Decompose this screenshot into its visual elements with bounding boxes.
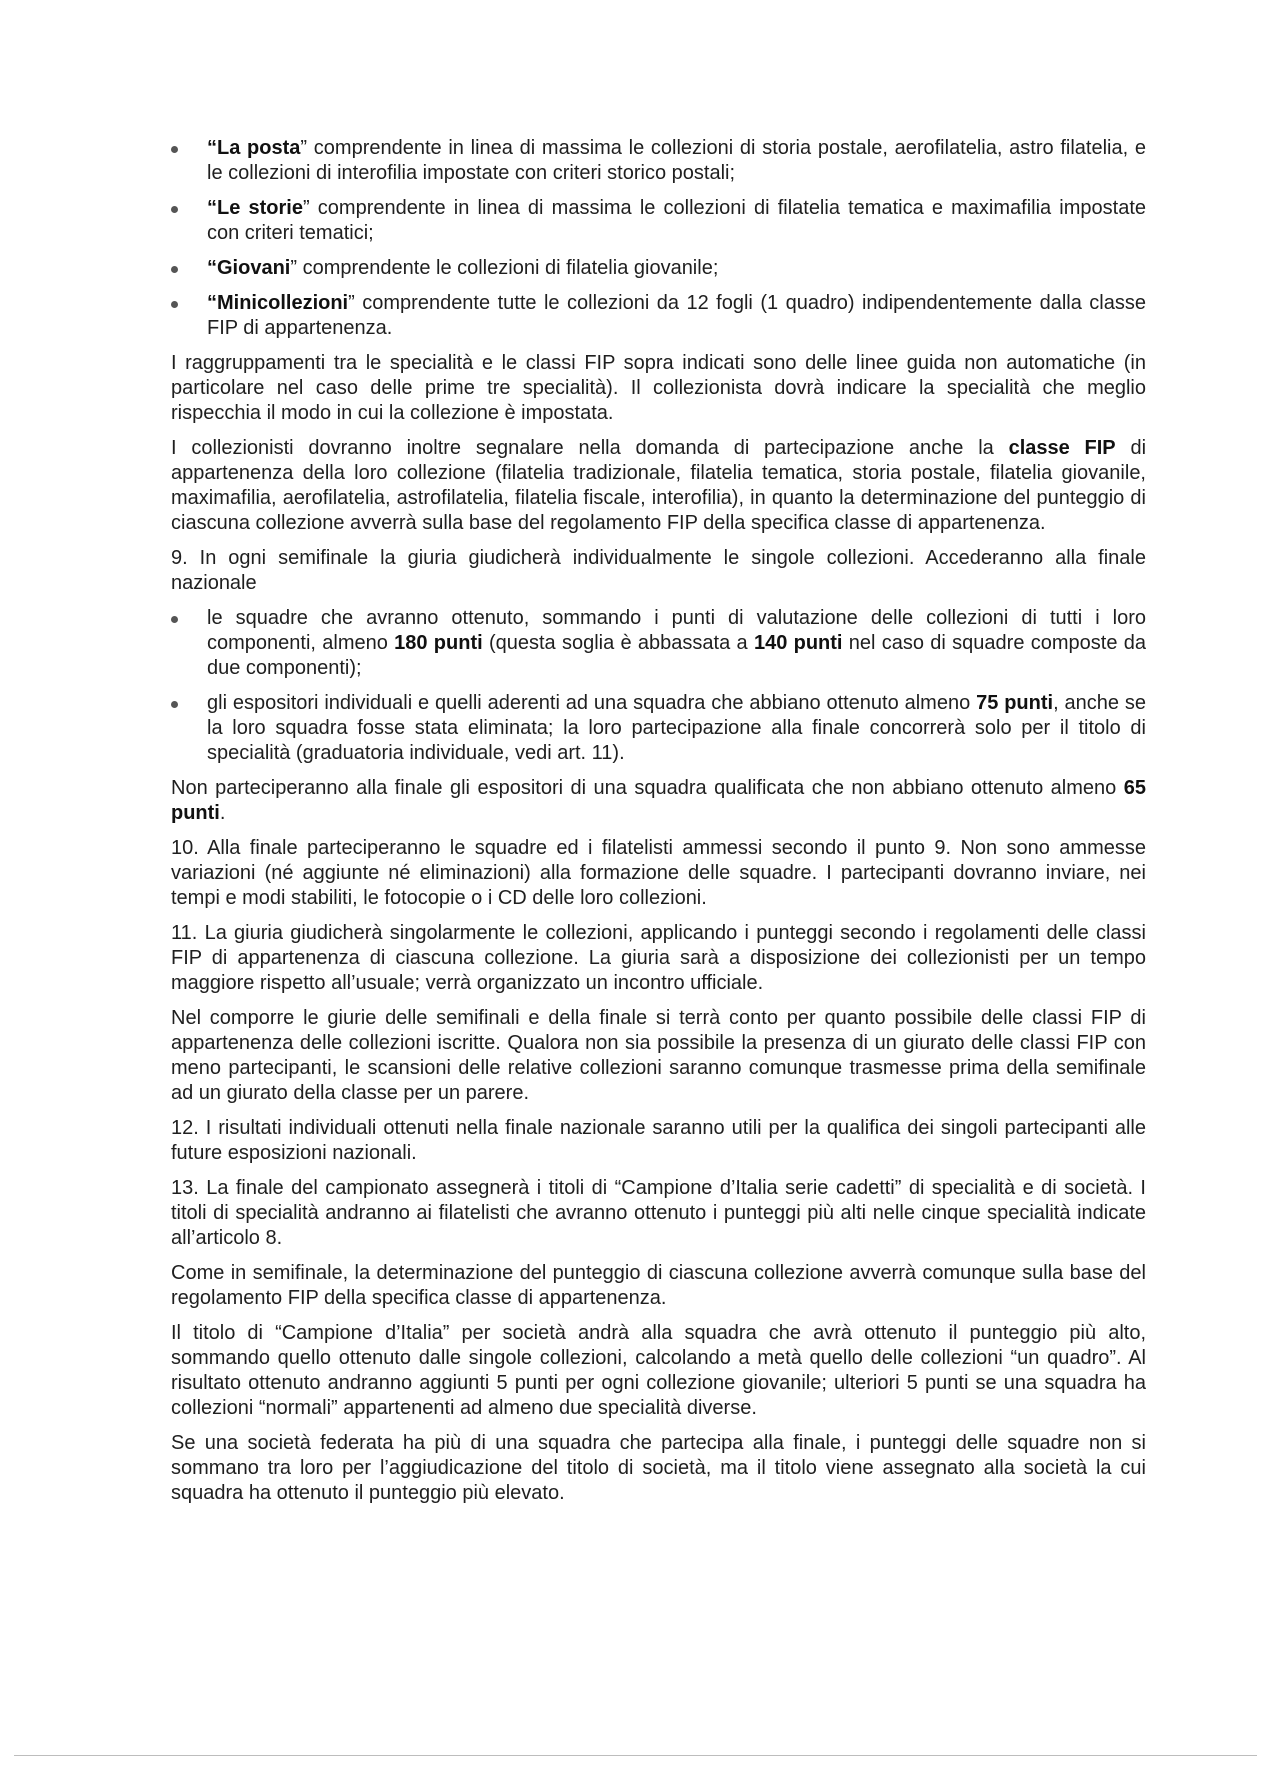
bullet-bold: 140 punti	[753, 632, 843, 654]
paragraph-text: Non parteciperanno alla finale gli espositori di una squadra qualificata che non abbiano ottenuto almeno	[171, 777, 1124, 799]
bullet-text: le squadre che avranno ottenuto, sommando i punti di valutazione delle collezioni di tutti i loro componenti, almeno	[207, 607, 1146, 654]
qualification-list	[171, 606, 1146, 766]
bullet-dot	[171, 301, 178, 308]
bullet-text: ” comprendente in linea di massima le collezioni di filatelia tematica e maximafilia impostate con criteri tematici;	[207, 197, 1147, 244]
bullet-dot	[171, 206, 178, 213]
paragraph-collezionisti	[171, 436, 1146, 536]
bullet-text: ” comprendente in linea di massima le collezioni di storia postale, aerofilatelia, astro filatelia, e le collezioni di interofilia impostate con criteri storico postali;	[207, 137, 1146, 184]
bullet-le-storie	[171, 196, 1146, 246]
bullet-bold: 180 punti	[394, 632, 483, 654]
paragraph-article-9: 9. In ogni semifinale la giuria giudicherà individualmente le singole collezioni. Accederanno alla finale nazionale	[171, 547, 1146, 594]
bullet-minicollezioni	[171, 291, 1146, 341]
paragraph-semifinale: Come in semifinale, la determinazione del punteggio di ciascuna collezione avverrà comunque sulla base del regolamento FIP della specifica classe di appartenenza.	[171, 1262, 1146, 1309]
paragraph-article-12: 12. I risultati individuali ottenuti nella finale nazionale saranno utili per la qualifica dei singoli partecipanti alle future esposizioni nazionali.	[171, 1117, 1146, 1164]
bullet-text: , anche se la loro squadra fosse stata eliminata; la loro partecipazione alla finale concorrerà solo per il titolo di specialità (graduatoria individuale, vedi art. 11).	[207, 692, 1146, 764]
paragraph-societa: Se una società federata ha più di una squadra che partecipa alla finale, i punteggi delle squadre non si sommano tra loro per l’aggiudicazione del titolo di società, ma il titolo viene assegnato alla società la cui squadra ha ottenuto il punteggio più elevato.	[171, 1432, 1146, 1504]
bullet-term: “Minicollezioni	[207, 292, 349, 314]
bullet-dot	[171, 701, 178, 708]
bullet-dot	[171, 146, 178, 153]
bullet-text: nel caso di squadre composte da due componenti);	[207, 632, 1146, 679]
bullet-text: gli espositori individuali e quelli aderenti ad una squadra che abbiano ottenuto almeno	[207, 692, 977, 714]
paragraph-text: I collezionisti dovranno inoltre segnalare nella domanda di partecipazione anche la	[171, 437, 1009, 459]
bullet-term: “Le storie	[207, 197, 303, 219]
specialty-list	[171, 136, 1146, 341]
bullet-text: (questa soglia è abbassata a	[482, 632, 754, 654]
bullet-text: ” comprendente tutte le collezioni da 12 fogli (1 quadro) indipendentemente dalla classe FIP di appartenenza.	[207, 292, 1146, 339]
paragraph-titolo: Il titolo di “Campione d’Italia” per società andrà alla squadra che avrà ottenuto il punteggio più alto, sommando quello ottenuto dalle singole collezioni, calcolando a metà quello delle collezioni “un quadro”. Al risultato ottenuto andranno aggiunti 5 punti per ogni collezione giovanile; ulteriori 5 punti se una squadra ha collezioni “normali” appartenenti ad almeno due specialità diverse.	[171, 1322, 1146, 1419]
paragraph-article-10: 10. Alla finale parteciperanno le squadre ed i filatelisti ammessi secondo il punto 9. Non sono ammesse variazioni (né aggiunte né eliminazioni) alla formazione delle squadre. I partecipanti dovranno inviare, nei tempi e modi stabiliti, le fotocopie o i CD delle loro collezioni.	[171, 837, 1146, 909]
paragraph-bold: 65 punti	[171, 777, 1146, 824]
paragraph-raggruppamenti: I raggruppamenti tra le specialità e le classi FIP sopra indicati sono delle linee guida non automatiche (in particolare nel caso delle prime tre specialità). Il collezionista dovrà indicare la specialità che meglio rispecchia il modo in cui la collezione è impostata.	[171, 352, 1146, 424]
bullet-giovani	[171, 256, 1146, 281]
paragraph-giurie: Nel comporre le giurie delle semifinali e della finale si terrà conto per quanto possibile delle classi FIP di appartenenza delle collezioni iscritte. Qualora non sia possibile la presenza di un giurato delle classi FIP con meno partecipanti, le scansioni delle relative collezioni saranno comunque trasmesse prima della semifinale ad un giurato della classe per un parere.	[171, 1007, 1146, 1104]
paragraph-article-11: 11. La giuria giudicherà singolarmente le collezioni, applicando i punteggi secondo i regolamenti delle classi FIP di appartenenza di ciascuna collezione. La giuria sarà a disposizione dei collezionisti per un tempo maggiore rispetto all’usuale; verrà organizzato un incontro ufficiale.	[171, 922, 1146, 994]
bullet-espositori	[171, 691, 1146, 766]
bullet-squadre	[171, 606, 1146, 681]
bullet-la-posta	[171, 136, 1146, 186]
bullet-dot	[171, 616, 178, 623]
paragraph-text: di appartenenza della loro collezione (filatelia tradizionale, filatelia tematica, storia postale, filatelia giovanile, maximafilia, aerofilatelia, astrofilatelia, filatelia fiscale, interofilia), in quanto la determinazione del punteggio di ciascuna collezione avverrà sulla base del regolamento FIP della specifica classe di appartenenza.	[171, 437, 1147, 534]
scan-edge-line	[14, 1755, 1257, 1756]
bullet-dot	[171, 266, 178, 273]
paragraph-bold: classe FIP	[1008, 437, 1116, 459]
bullet-term: “Giovani	[207, 257, 291, 279]
paragraph-text: .	[219, 802, 226, 824]
paragraph-non-parteciperanno	[171, 776, 1146, 826]
bullet-term: “La posta	[207, 137, 301, 159]
bullet-bold: 75 punti	[976, 692, 1054, 714]
bullet-text: ” comprendente le collezioni di filatelia giovanile;	[290, 257, 719, 279]
paragraph-article-13: 13. La finale del campionato assegnerà i titoli di “Campione d’Italia serie cadetti” di specialità e di società. I titoli di specialità andranno ai filatelisti che avranno ottenuto i punteggi più alti nelle cinque specialità indicate all’articolo 8.	[171, 1177, 1146, 1249]
